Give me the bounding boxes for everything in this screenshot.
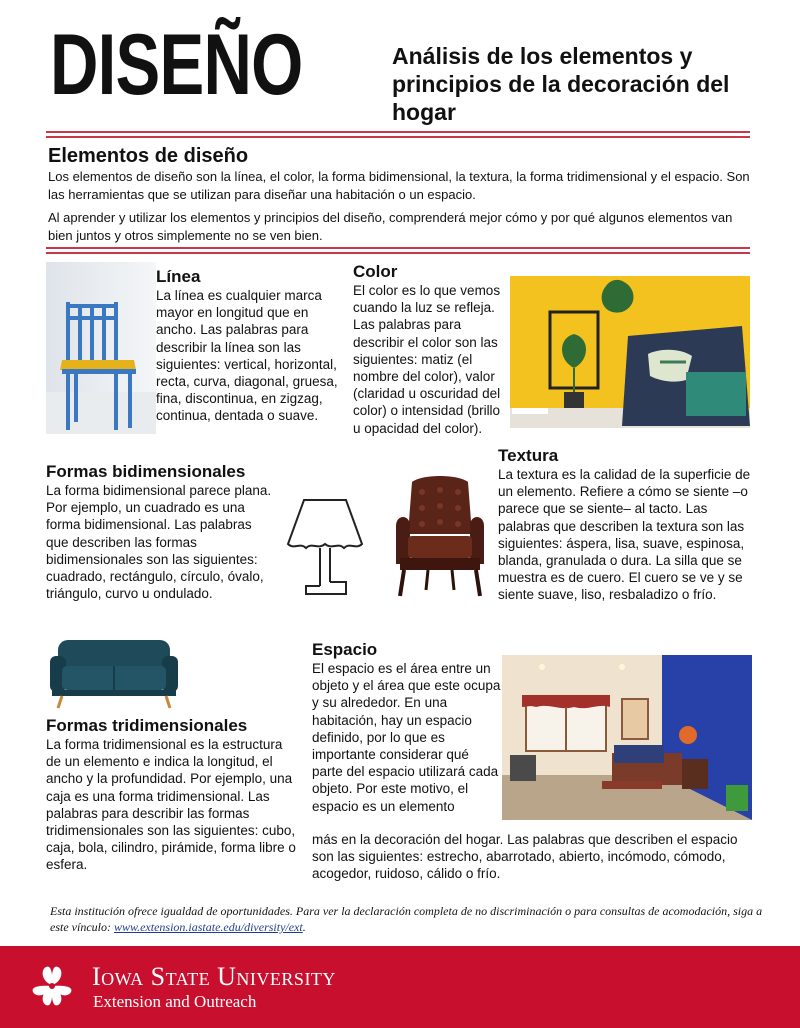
four-h-clover-logo [30,964,74,1008]
page-subtitle: Análisis de los elementos y principios de la decoración del hogar [392,43,730,125]
footer-note-end: . [302,920,306,934]
footer-note-text: Esta institución ofrece igualdad de oportunidades. Para ver la declaración completa de no discriminación o para consultas de acomodación, siga a este vínculo: [50,904,763,934]
linea-block [156,267,341,425]
formas-bidimensionales-title: Formas bidimensionales [46,462,246,481]
blue-chair-image [46,262,156,434]
textura-block [498,446,753,604]
formas-tridimensionales-title: Formas tridimensionales [46,716,248,735]
espacio-block [312,640,502,815]
espacio-text-narrow: El espacio es el área entre un objeto y el área que este ocupa y su alrededor. En una habitación, hay un espacio definido, por lo que es importante considerar qué parte del espacio utilizará cada objeto. Por este motivo, el espacio es un elemento [312,661,501,814]
lamp-outline-icon [284,494,366,602]
textura-title: Textura [498,446,559,465]
page-title: DISEÑO [50,17,303,113]
intro-paragraph-2: Al aprender y utilizar los elementos y principios del diseño, comprenderá mejor cómo y por qué algunos elementos van bien juntos y otros simplemente no se ven bien. [48,210,733,243]
leather-armchair-image [392,474,488,600]
formas-bidimensionales-text: La forma bidimensional parece plana. Por ejemplo, un cuadrado es una forma bidimensional. Las palabras que describen las formas bidimensionales son las siguientes: cuadrado, rectángulo, círculo, óvalo, triángulo, curvo u ondulado. [46,483,272,602]
formas-tridimensionales-text: La forma tridimensional es la estructura de un elemento e indica la longitud, el ancho y la profundidad. Por ejemplo, una caja es una forma tridimensional. Las palabras para describir las formas tridimensionales son las siguientes: cubo, caja, bola, cilindro, pirámide, forma libre o esfera. [46,737,296,873]
formas-tridimensionales-block [46,716,301,874]
formas-bidimensionales-block [46,462,276,602]
color-text: El color es lo que vemos cuando la luz se refleja. Las palabras para describir el color son las siguientes: matiz (el nombre del color), valor (claridad u oscuridad del color) o intensidad (brillo u opacidad del color). [353,283,501,436]
color-title: Color [353,262,398,281]
footer-note [50,903,770,935]
linea-text: La línea es cualquier marca mayor en longitud que en ancho. Las palabras para describir la línea son las siguientes: vertical, horizontal, recta, curva, diagonal, gruesa, fina, discontinua, en zigzag, continua, dentada o suave. [156,288,338,424]
intro-section [48,145,758,250]
intro-title: Elementos de diseño [48,145,249,167]
diversity-link[interactable]: www.extension.iastate.edu/diversity/ext [113,920,303,934]
divider-top [46,131,750,133]
textura-text: La textura es la calidad de la superficie de un elemento. Refiere a cómo se siente –o parece que se siente– al tacto. Las palabras que describen la textura son las siguientes: áspera, lisa, suave, espinosa, blanda, granulada o dura. La silla que se muestra es de cuero. El cuero se ve y se siente suave, liso, resbaladizo o frío. [498,467,751,603]
espacio-text-wide: más en la decoración del hogar. Las palabras que describen el espacio son las siguientes: estrecho, abarrotado, abierto, incómodo, cómodo, acogedor, ruidoso, cálido o frío. [312,832,738,882]
intro-paragraph-1: Los elementos de diseño son la línea, el color, la forma bidimensional, la textura, la forma tridimensional y el espacio. Son las herramientas que se utilizan para diseñar una habitación o un espacio. [48,169,750,202]
color-block [353,262,511,437]
divider-middle [46,247,750,249]
org-subtitle: Extension and Outreach [93,992,257,1011]
blue-sofa-image [48,636,180,710]
linea-title: Línea [156,267,201,286]
espacio-title: Espacio [312,640,378,659]
yellow-room-image [510,276,750,428]
bedroom-image [502,655,752,820]
org-name: Iowa State University [92,962,336,991]
